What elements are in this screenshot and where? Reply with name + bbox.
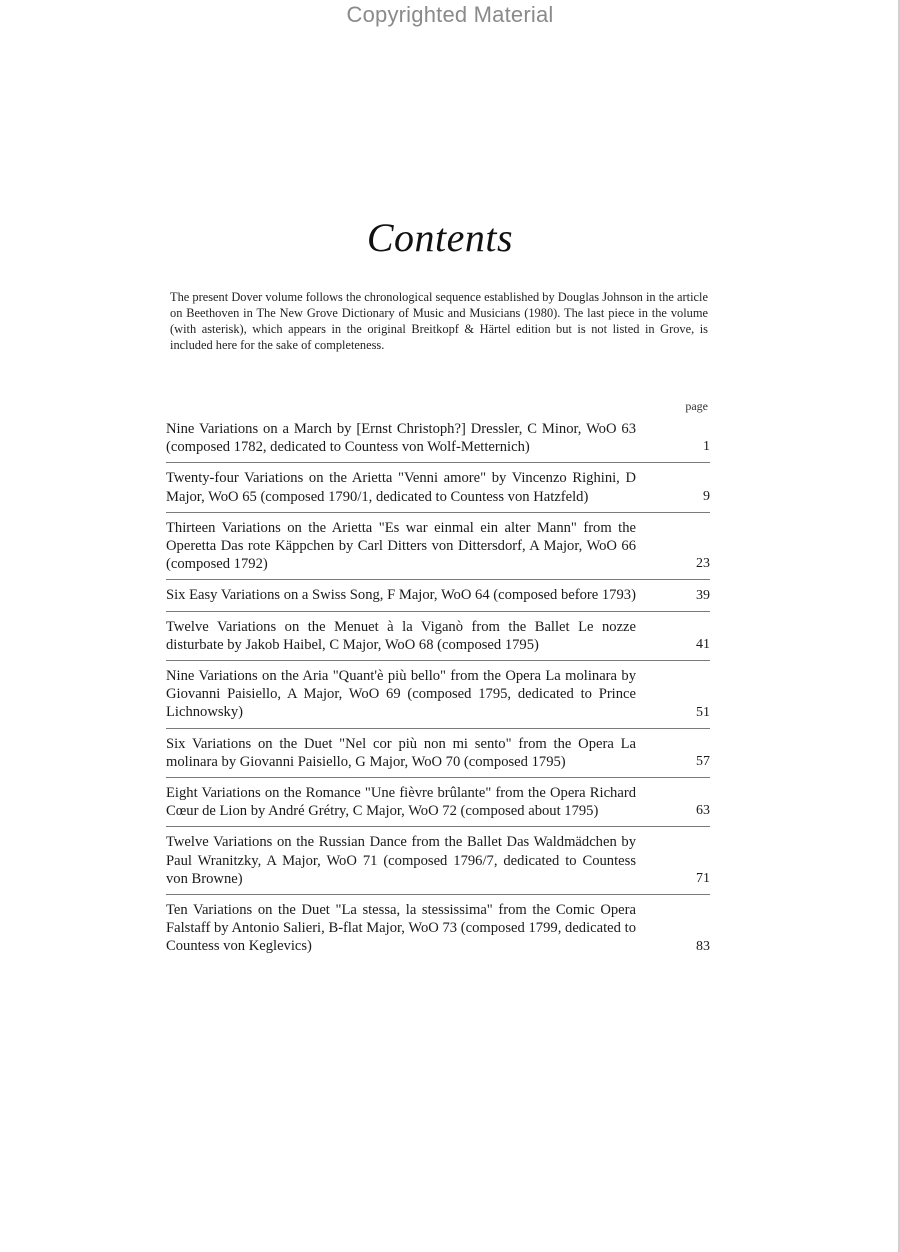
toc-entry-page: 57 (696, 754, 710, 770)
toc-entry-page: 63 (696, 803, 710, 819)
watermark: Copyrighted Material (346, 2, 554, 27)
toc-entry (166, 833, 710, 895)
toc-entry-title: Twelve Variations on the Russian Dance from the Ballet Das Waldmädchen by Paul Wranitzky, A Major, WoO 71 (composed 1796/7, dedicated to Countess von Browne) (166, 834, 636, 887)
toc-entry (166, 667, 710, 729)
intro-paragraph: The present Dover volume follows the chronological sequence established by Douglas Johnson in the article on Beethoven in The New Grove Dictionary of Music and Musicians (1980). The last piece in the volume (with asterisk), which appears in the original Breitkopf & Härtel edition but is not listed in Grove, is included here for the sake of completeness. (170, 290, 708, 352)
toc-entry-title: Eight Variations on the Romance "Une fièvre brûlante" from the Opera Richard Cœur de Lion by André Grétry, C Major, WoO 72 (composed about 1795) (166, 785, 636, 820)
toc-entry (166, 735, 710, 778)
toc-entry-title: Nine Variations on a March by [Ernst Christoph?] Dressler, C Minor, WoO 63 (composed 1782, dedicated to Countess von Wolf-Metternich) (166, 421, 636, 456)
toc-list (166, 420, 710, 968)
toc-entry-page: 23 (696, 556, 710, 572)
toc-entry (166, 519, 710, 581)
toc-entry (166, 469, 710, 512)
toc-entry (166, 618, 710, 661)
toc-entry-page: 51 (696, 704, 710, 720)
toc-entry-title: Nine Variations on the Aria "Quant'è più bello" from the Opera La molinara by Giovanni Paisiello, A Major, WoO 69 (composed 1795, dedicated to Prince Lichnowsky) (166, 668, 636, 721)
toc-entry-page: 71 (696, 871, 710, 887)
toc-entry-page: 9 (703, 488, 710, 504)
page-title: Contents (366, 215, 514, 260)
toc-entry-page: 83 (696, 938, 710, 954)
toc-entry-title: Twenty-four Variations on the Arietta "Venni amore" by Vincenzo Righini, D Major, WoO 65 (composed 1790/1, dedicated to Countess von Hatzfeld) (166, 470, 636, 505)
toc-entry-title: Twelve Variations on the Menuet à la Viganò from the Ballet Le nozze disturbate by Jakob Haibel, C Major, WoO 68 (composed 1795) (166, 618, 636, 653)
toc-entry-page: 39 (696, 587, 710, 603)
toc-entry (166, 784, 710, 827)
toc-entry-title: Six Easy Variations on a Swiss Song, F Major, WoO 64 (composed before 1793) (166, 587, 636, 604)
toc-entry (166, 586, 710, 611)
toc-entry (166, 901, 710, 962)
toc-entry (166, 420, 710, 463)
toc-entry-title: Ten Variations on the Duet "La stessa, la stessissima" from the Comic Opera Falstaff by Antonio Salieri, B-flat Major, WoO 73 (composed 1799, dedicated to Countess von Keglevics) (166, 902, 636, 955)
toc-entry-title: Six Variations on the Duet "Nel cor più non mi sento" from the Opera La molinara by Giovanni Paisiello, G Major, WoO 70 (composed 1795) (166, 735, 636, 770)
toc-entry-page: 1 (703, 439, 710, 455)
toc-entry-page: 41 (696, 637, 710, 653)
page-column-label: page (685, 399, 708, 413)
toc-entry-title: Thirteen Variations on the Arietta "Es war einmal ein alter Mann" from the Operetta Das rote Käppchen by Carl Ditters von Dittersdorf, A Major, WoO 66 (composed 1792) (166, 519, 636, 573)
